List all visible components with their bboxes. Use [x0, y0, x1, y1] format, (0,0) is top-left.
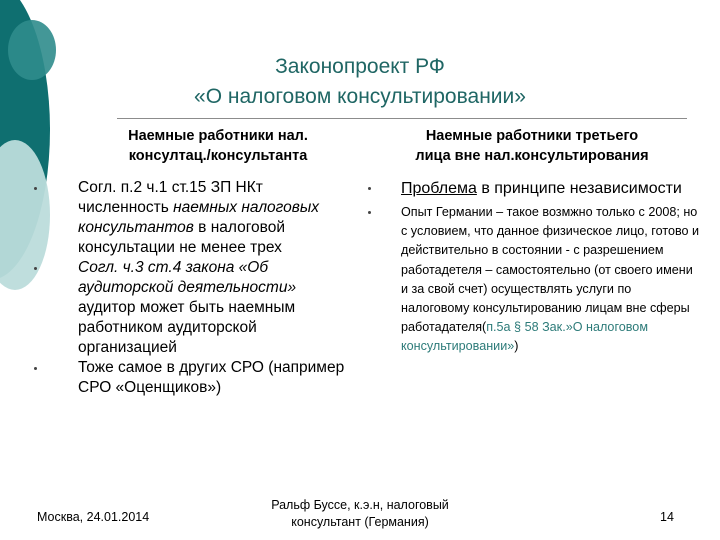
- item-text: Тоже самое в других СРО (например СРО «Оценщиков»): [78, 359, 345, 396]
- bullet-icon: [368, 211, 371, 214]
- bullet-icon: [368, 187, 371, 190]
- item-text: Согл. п.2 ч.1 ст.15 ЗП НКт численность: [78, 179, 263, 216]
- law-reference: п.5а § 58 Зак.»О налоговом консультировании»: [401, 320, 648, 354]
- item-text: в налоговой консультации не менее трех: [78, 219, 285, 256]
- title-line-1: Законопроект РФ: [275, 55, 445, 78]
- footer-author: [250, 497, 470, 531]
- list-item: [401, 178, 701, 199]
- list-item: [401, 203, 701, 357]
- decorative-circle-small: [8, 20, 56, 80]
- bullet-icon: [34, 187, 37, 190]
- slide-title: [130, 52, 590, 112]
- item-text: в принципе независимости: [476, 180, 682, 197]
- list-item: [78, 358, 348, 398]
- right-heading-line-2: лица вне нал.консультирования: [415, 148, 649, 164]
- left-heading-line-2: консултац./консультанта: [128, 148, 308, 164]
- left-heading-line-1: Наемные работники нал.: [128, 128, 308, 144]
- right-column-heading: [362, 126, 702, 166]
- item-text-italic: Согл. ч.3 ст.4 закона «Об аудиторской деятельности»: [78, 259, 297, 296]
- title-line-2: «О налоговом консультировании»: [194, 85, 526, 108]
- right-heading-line-1: Наемные работники третьего: [425, 128, 639, 144]
- item-text-italic: наемных налоговых консультантов: [78, 199, 320, 236]
- page-number: 14: [660, 510, 674, 524]
- item-text: аудитор может быть наемным работником аудиторской организацией: [78, 299, 296, 356]
- footer-author-line-2: консультант (Германия): [291, 515, 429, 529]
- left-column-heading: [78, 126, 358, 166]
- list-item: [78, 178, 348, 258]
- left-bullet-list: [78, 178, 348, 398]
- list-item: [78, 258, 348, 358]
- footer-author-line-1: Ральф Буссе, к.э.н, налоговый: [271, 498, 449, 512]
- item-text: ): [514, 339, 519, 354]
- title-divider: [117, 118, 687, 119]
- right-bullet-list: [401, 178, 701, 357]
- bullet-icon: [34, 367, 37, 370]
- bullet-icon: [34, 267, 37, 270]
- footer-date: Москва, 24.01.2014: [37, 510, 150, 524]
- item-text-underlined: Проблема: [401, 180, 477, 197]
- item-text: Опыт Германии – такое возмжно только с 2008; но с условием, что данное физическое лицо, готово и действительно в состоянии - с разрешением работадетеля – самостоятельно (от своего имени и за свой счет) осуществлять услуги по налоговому консультированию лицам вне сферы работадателя(: [401, 205, 700, 335]
